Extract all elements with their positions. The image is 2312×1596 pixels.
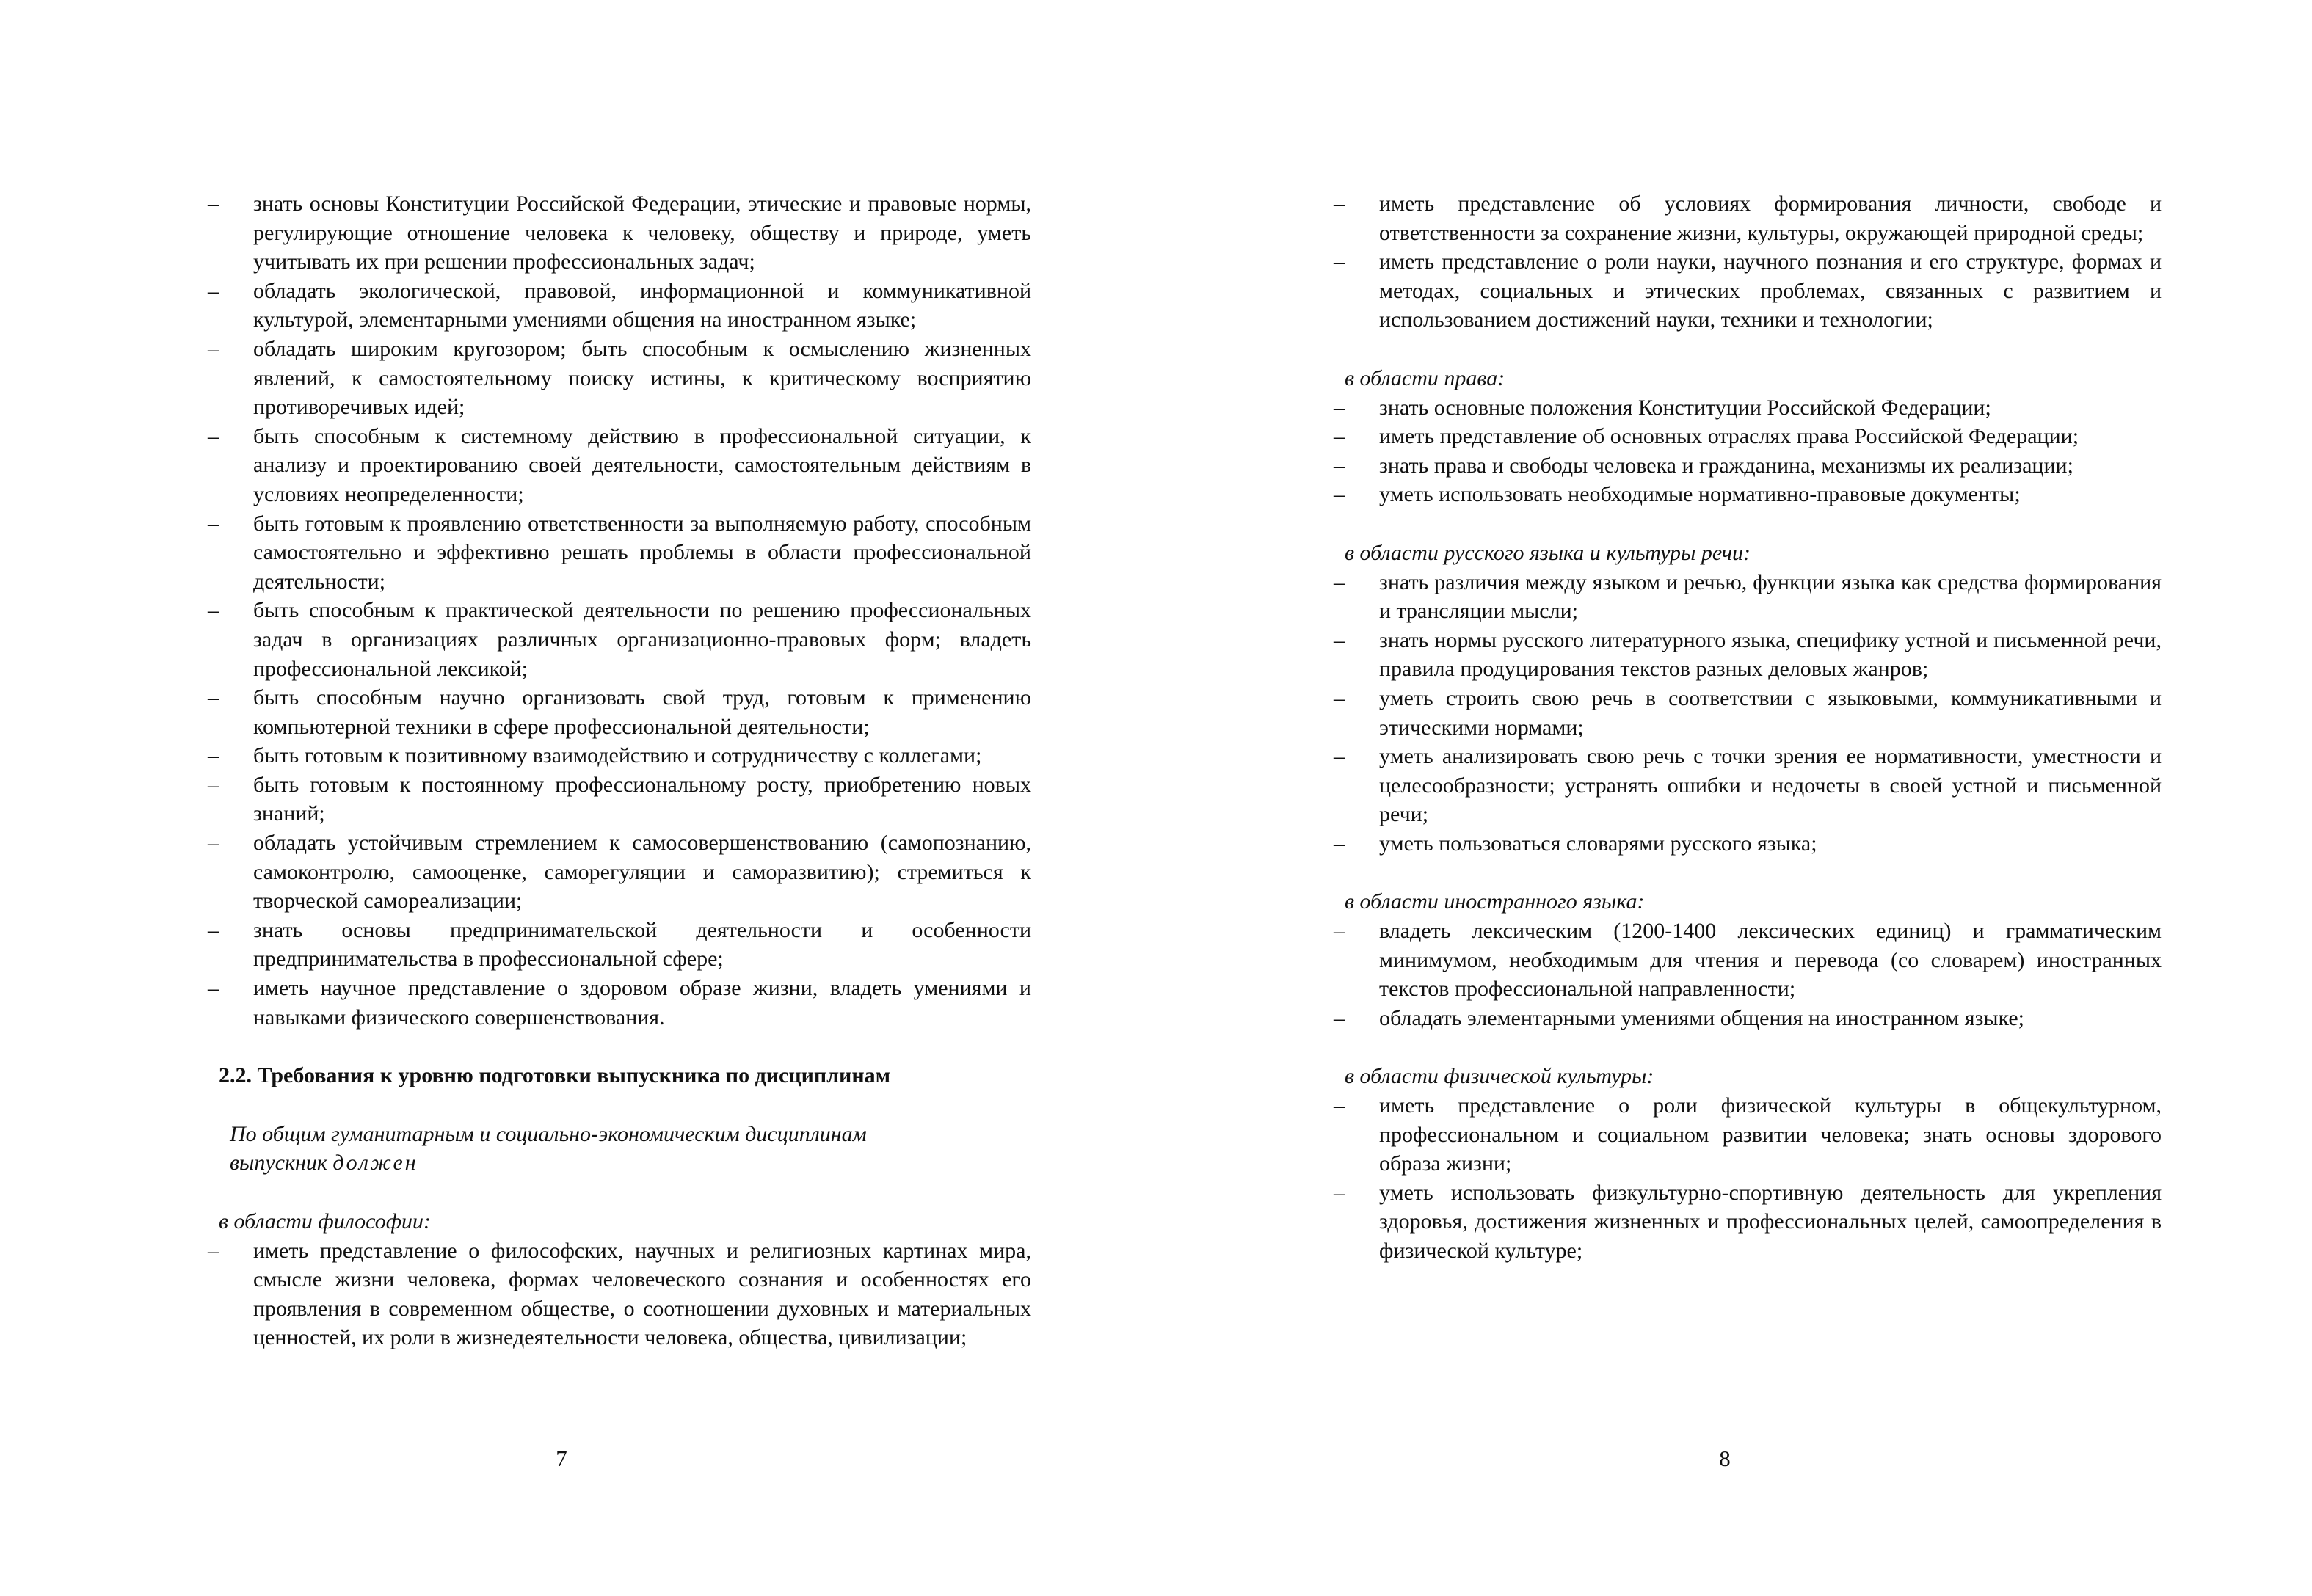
list-item: – уметь использовать физкультурно-спортивную деятельность для укрепления здоровья, достижения жизненных и профессиональных целей, самоопределения в физической культуре; [1334,1180,2162,1263]
philosophy-heading: в области философии: [219,1209,431,1234]
list-item: – владеть лексическим (1200-1400 лексических единиц) и грамматическим минимумом, необходимым для чтения и перевода (со словарем) иностранных текстов профессиональной направленности; [1334,919,2162,1002]
left-page-column [208,189,1031,1352]
list-item: – быть способным к системному действию в профессиональной ситуации, к анализу и проектированию своей деятельности, самостоятельным действиям в условиях неопределенности; [208,423,1031,506]
list-item: – иметь представление об основных отраслях права Российской Федерации; [1334,424,2079,449]
foreign-language-list [1334,917,2162,1032]
list-item: – иметь представление о роли науки, научного познания и его структуре, формах и методах, социальных и этических проблемах, связанных с развитием и использованием достижений науки, техники и технологии; [1334,249,2162,332]
list-item: – обладать экологической, правовой, информационной и коммуникативной культурой, элементарными умениями общения на иностранном языке; [208,278,1031,332]
page-number: 7 [556,1446,567,1471]
list-item: – иметь представление о философских, научных и религиозных картинах мира, смысле жизни человека, формах человеческого сознания и особенностях его проявления в современном обществе, о соотношении духовных и материальных ценностей, их роли в жизнедеятельности человека, общества, цивилизации; [208,1238,1031,1350]
list-item: – обладать устойчивым стремлением к самосовершенствованию (самопознанию, самоконтролю, самооценке, саморегуляции и саморазвитию); стремиться к творческой самореализации; [208,831,1031,914]
list-item: – быть готовым к проявлению ответственности за выполняемую работу, способным самостоятельно и эффективно решать проблемы в области профессиональной деятельности; [208,511,1031,594]
list-item: – быть способным к практической деятельности по решению профессиональных задач в организациях различных организационно-правовых форм; владеть профессиональной лексикой; [208,598,1031,681]
list-item: – уметь строить свою речь в соответствии с языковыми, коммуникативными и этическими нормами; [1334,685,2162,740]
requirements-list-continued [1334,189,2162,335]
right-page-column [1334,189,2162,1266]
list-item: – знать основы предпринимательской деятельности и особенности предпринимательства в профессиональной сфере; [208,917,1031,972]
list-item: – иметь представление о роли физической культуры в общекультурном, профессиональном и социальном развитии человека; знать основы здорового образа жизни; [1334,1093,2162,1176]
list-item: – обладать элементарными умениями общения на иностранном языке; [1334,1005,2024,1030]
list-item: – иметь представление об условиях формирования личности, свободе и ответственности за сохранение жизни, культуры, окружающей природной среды; [1334,192,2162,245]
law-list [1334,393,2162,509]
right-page [1156,0,2312,1596]
physical-culture-list [1334,1091,2162,1266]
list-item: – знать основы Конституции Российской Федерации, этические и правовые нормы, регулирующие отношение человека к человеку, обществу и природе, уметь учитывать их при решении профессиональных задач; [208,192,1031,274]
page-number: 8 [1719,1446,1731,1471]
foreign-language-heading: в области иностранного языка: [1345,889,1645,914]
list-item: – быть готовым к постоянному профессиональному росту, приобретению новых знаний; [208,772,1031,826]
philosophy-list [208,1236,1031,1352]
section-intro: По общим гуманитарным и социально-экономическим дисциплинам выпускник должен [230,1121,867,1176]
russian-language-heading: в области русского языка и культуры речи: [1345,540,1751,565]
list-item: – знать права и свободы человека и гражданина, механизмы их реализации; [1334,453,2073,478]
physical-culture-heading: в области физической культуры: [1345,1064,1654,1089]
list-item: – обладать широким кругозором; быть способным к осмыслению жизненных явлений, к самостоятельному поиску истины, к критическому восприятию противоречивых идей; [208,336,1031,420]
list-item: – знать различия между языком и речью, функции языка как средства формирования и трансляции мысли; [1334,569,2162,624]
list-item: – уметь использовать необходимые нормативно-правовые документы; [1334,482,2021,507]
list-item: – уметь анализировать свою речь с точки зрения ее нормативности, уместности и целесообразности; устранять ошибки и недочеты в своей устной и письменной речи; [1334,744,2162,827]
list-item: – знать нормы русского литературного языка, специфику устной и письменной речи, правила продуцирования текстов разных деловых жанров; [1334,627,2162,682]
list-item: – быть способным научно организовать свой труд, готовым к применению компьютерной техники в сфере профессиональной деятельности; [208,685,1031,739]
requirements-list [208,189,1031,1032]
law-heading: в области права: [1345,365,1505,390]
list-item: – быть готовым к позитивному взаимодействию и сотрудничеству с коллегами; [208,743,982,768]
list-item: – уметь пользоваться словарями русского языка; [1334,831,1817,856]
list-item: – знать основные положения Конституции Российской Федерации; [1334,395,1991,420]
russian-language-list [1334,568,2162,859]
section-heading: 2.2. Требования к уровню подготовки выпускника по дисциплинам [219,1063,891,1088]
list-item: – иметь научное представление о здоровом образе жизни, владеть умениями и навыками физического совершенствования. [208,976,1031,1030]
